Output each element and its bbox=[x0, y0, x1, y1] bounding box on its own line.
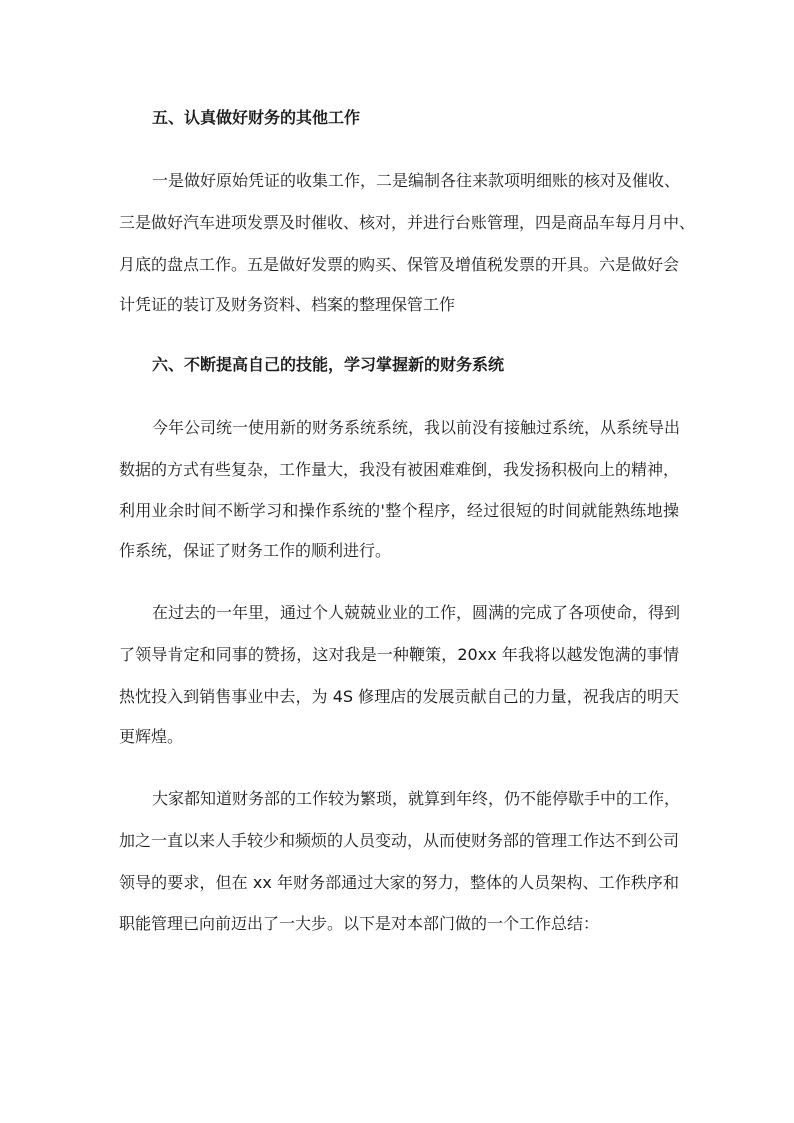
section-heading-6: 六、不断提高自己的技能，学习掌握新的财务系统 bbox=[152, 355, 505, 374]
paragraph-line: 利用业余时间不断学习和操作系统的'整个程序，经过很短的时间就能熟练地操 bbox=[119, 501, 679, 520]
paragraph-line: 加之一直以来人手较少和频烦的人员变动，从而使财务部的管理工作达不到公司 bbox=[119, 831, 680, 850]
paragraph-line: 三是做好汽车进项发票及时催收、核对，并进行台账管理，四是商品车每月月中、 bbox=[119, 213, 696, 232]
paragraph-line: 数据的方式有些复杂，工作量大，我没有被困难难倒，我发扬积极向上的精神， bbox=[119, 460, 680, 479]
paragraph-line: 大家都知道财务部的工作较为繁琐，就算到年终，仍不能停歇手中的工作， bbox=[152, 789, 681, 808]
paragraph-line: 作系统，保证了财务工作的顺利进行。 bbox=[119, 541, 392, 560]
paragraph-line: 领导的要求，但在 xx 年财务部通过大家的努力，整体的人员架构、工作秩序和 bbox=[119, 873, 679, 892]
paragraph-line: 了领导肯定和同事的赞扬，这对我是一种鞭策，20xx 年我将以越发饱满的事情 bbox=[119, 645, 679, 664]
section-heading-5: 五、认真做好财务的其他工作 bbox=[152, 108, 361, 127]
paragraph-line: 今年公司统一使用新的财务系统系统，我以前没有接触过系统，从系统导出 bbox=[152, 418, 681, 437]
paragraph-line: 在过去的一年里，通过个人兢兢业业的工作，圆满的完成了各项使命，得到 bbox=[152, 603, 681, 622]
paragraph-line: 月底的盘点工作。五是做好发票的购买、保管及增值税发票的开具。六是做好会 bbox=[119, 255, 680, 274]
paragraph-line: 一是做好原始凭证的收集工作，二是编制各往来款项明细账的核对及催收、 bbox=[152, 171, 681, 190]
paragraph-line: 计凭证的装订及财务资料、档案的整理保管工作 bbox=[119, 295, 456, 314]
paragraph-line: 热忱投入到销售事业中去，为 4S 修理店的发展贡献自己的力量，祝我店的明天 bbox=[119, 687, 679, 706]
paragraph-line: 更辉煌。 bbox=[119, 727, 184, 746]
paragraph-line: 职能管理已向前迈出了一大步。以下是对本部门做的一个工作总结： bbox=[119, 914, 600, 933]
